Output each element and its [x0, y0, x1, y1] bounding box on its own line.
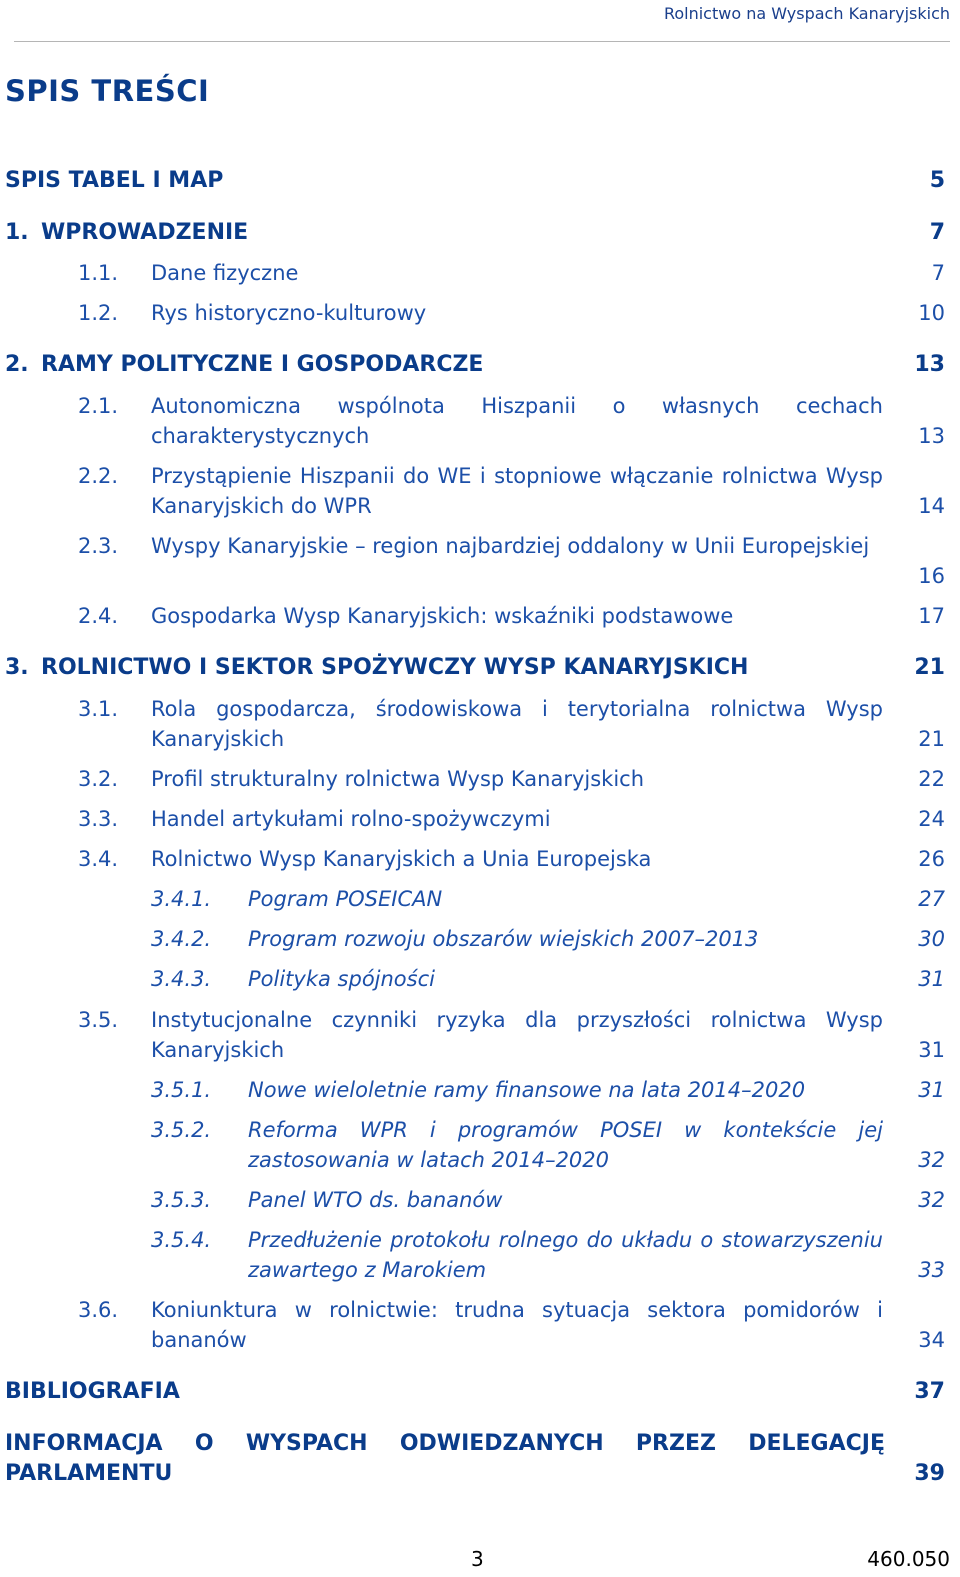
- toc-entry-number: 3.4.2.: [151, 927, 212, 951]
- toc-entry-page: 21: [914, 655, 945, 680]
- toc-entry-title: Dane fizyczne: [151, 261, 299, 285]
- toc-entry-title: Nowe wieloletnie ramy finansowe na lata 2014–2020: [248, 1078, 806, 1102]
- toc-entry-page: 21: [918, 727, 945, 751]
- toc-entry-number: 3.1.: [78, 697, 119, 721]
- toc-entry-page: 31: [918, 1078, 945, 1102]
- toc-entry-page: 26: [918, 847, 945, 871]
- toc-entry-title: Panel WTO ds. bananów: [248, 1188, 503, 1212]
- toc-entry-page: 13: [918, 424, 945, 448]
- toc-entry-number: 3.5.1.: [151, 1078, 212, 1102]
- toc-entry-title: Handel artykułami rolno-spożywczymi: [151, 807, 551, 831]
- toc-entry-title: RAMY POLITYCZNE I GOSPODARCZE: [41, 352, 484, 377]
- toc-entry-title: Rolnictwo Wysp Kanaryjskich a Unia Europejska: [151, 847, 652, 871]
- toc-entry-number: 1.2.: [78, 301, 119, 325]
- toc-entry-number: 3.4.: [78, 847, 119, 871]
- toc-entry-page: 22: [918, 767, 945, 791]
- toc-entry-page: 32: [918, 1188, 945, 1212]
- toc-entry-page: 7: [931, 261, 945, 285]
- toc-entry-page: 37: [914, 1379, 945, 1404]
- toc-entry-title: Przedłużenie protokołu rolnego do układu o stowarzyszeniu zawartego z Marokiem: [248, 1228, 883, 1282]
- toc-entry-page: 31: [918, 1038, 945, 1062]
- toc-entry-number: 3.6.: [78, 1298, 119, 1322]
- toc-entry-title: Pogram POSEICAN: [248, 887, 443, 911]
- toc-entry-title: Rys historyczno-kulturowy: [151, 301, 427, 325]
- footer-document-code: 460.050: [867, 1547, 950, 1571]
- toc-entry-number: 2.2.: [78, 464, 119, 488]
- toc-entry-title: WPROWADZENIE: [41, 220, 249, 245]
- toc-entry-title: Instytucjonalne czynniki ryzyka dla przyszłości rolnictwa Wysp Kanaryjskich: [151, 1008, 883, 1062]
- toc-entry-number: 2.3.: [78, 534, 119, 558]
- toc-entry-number: 1.: [5, 220, 29, 245]
- toc-entry-page: 39: [914, 1461, 945, 1486]
- toc-entry-page: 33: [918, 1258, 945, 1282]
- toc-entry-page: 16: [918, 564, 945, 588]
- footer-page-number: 3: [471, 1547, 484, 1571]
- toc-entry-number: 3.5.2.: [151, 1118, 212, 1142]
- toc-entry-page: 13: [914, 352, 945, 377]
- toc-entry-title: Wyspy Kanaryjskie – region najbardziej oddalony w Unii Europejskiej: [151, 534, 870, 558]
- toc-entry-title: Gospodarka Wysp Kanaryjskich: wskaźniki podstawowe: [151, 604, 734, 628]
- toc-entry-number: 2.: [5, 352, 29, 377]
- toc-entry-number: 3.5.: [78, 1008, 119, 1032]
- toc-entry-title: Koniunktura w rolnictwie: trudna sytuacja sektora pomidorów i bananów: [151, 1298, 883, 1352]
- page-title: SPIS TREŚCI: [5, 74, 210, 108]
- toc-entry-number: 2.1.: [78, 394, 119, 418]
- toc-entry-title: Przystąpienie Hiszpanii do WE i stopniowe włączanie rolnictwa Wysp Kanaryjskich do WPR: [151, 464, 883, 518]
- toc-entry-page: 32: [918, 1148, 945, 1172]
- toc-entry-title: Polityka spójności: [248, 967, 435, 991]
- toc-entry-number: 3.: [5, 655, 29, 680]
- toc-entry-page: 30: [918, 927, 945, 951]
- toc-entry-number: 3.4.1.: [151, 887, 212, 911]
- toc-entry-page: 17: [918, 604, 945, 628]
- toc-entry-title: BIBLIOGRAFIA: [5, 1379, 180, 1404]
- toc-entry-number: 1.1.: [78, 261, 119, 285]
- running-header: Rolnictwo na Wyspach Kanaryjskich: [663, 4, 950, 23]
- toc-entry-number: 3.2.: [78, 767, 119, 791]
- toc-entry-page: 24: [918, 807, 945, 831]
- toc-entry-title: SPIS TABEL I MAP: [5, 168, 224, 193]
- toc-entry-number: 3.3.: [78, 807, 119, 831]
- toc-entry-page: 10: [918, 301, 945, 325]
- toc-entry-title: Reforma WPR i programów POSEI w kontekście jej zastosowania w latach 2014–2020: [248, 1118, 883, 1172]
- toc-entry-title: Autonomiczna wspólnota Hiszpanii o własnych cechach charakterystycznych: [151, 394, 883, 448]
- toc-entry-page: 14: [918, 494, 945, 518]
- toc-entry-page: 7: [929, 220, 945, 245]
- toc-entry-title: Profil strukturalny rolnictwa Wysp Kanaryjskich: [151, 767, 645, 791]
- toc-entry-page: 31: [918, 967, 945, 991]
- toc-entry-number: 3.5.4.: [151, 1228, 212, 1252]
- toc-entry-page: 27: [918, 887, 945, 911]
- toc-entry-number: 3.5.3.: [151, 1188, 212, 1212]
- toc-entry-number: 2.4.: [78, 604, 119, 628]
- toc-entry-title: Program rozwoju obszarów wiejskich 2007–2013: [248, 927, 759, 951]
- toc-entry-number: 3.4.3.: [151, 967, 212, 991]
- toc-entry-page: 5: [929, 168, 945, 193]
- toc-entry-page: 34: [918, 1328, 945, 1352]
- toc-entry-title: ROLNICTWO I SEKTOR SPOŻYWCZY WYSP KANARYJSKICH: [41, 655, 749, 680]
- toc-entry-title: Rola gospodarcza, środowiskowa i terytorialna rolnictwa Wysp Kanaryjskich: [151, 697, 883, 751]
- toc-entry-title: INFORMACJA O WYSPACH ODWIEDZANYCH PRZEZ DELEGACJĘ PARLAMENTU: [5, 1431, 885, 1486]
